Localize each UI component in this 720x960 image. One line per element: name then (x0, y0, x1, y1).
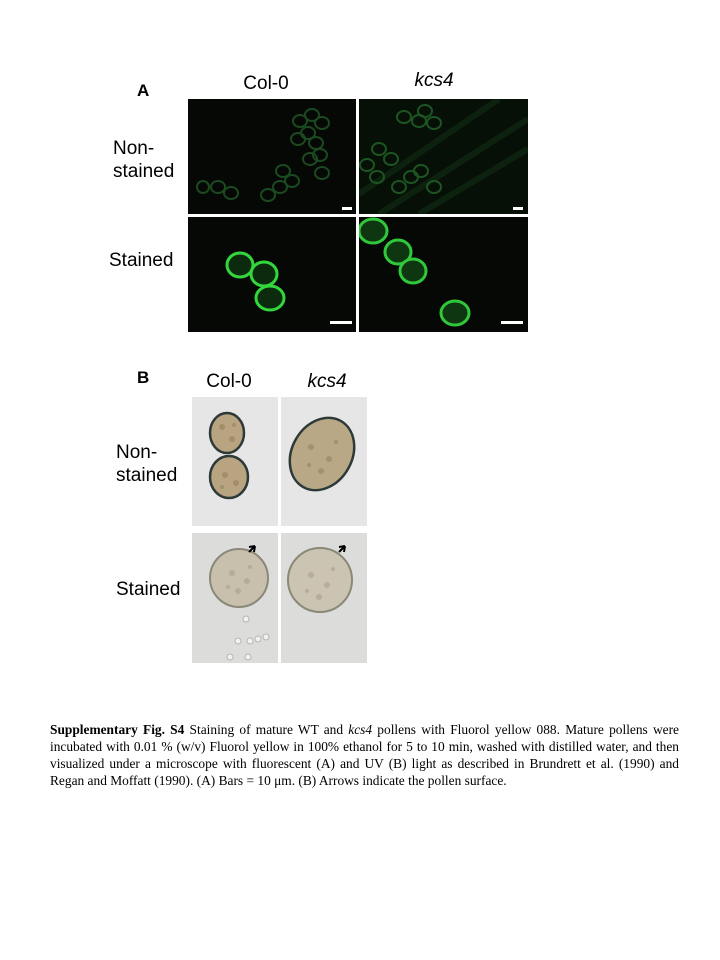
micrograph-a-col0-nonstained (188, 99, 356, 214)
micrograph-a-kcs4-stained (359, 217, 528, 332)
scale-bar (513, 207, 523, 210)
panel-b-col-header-kcs4: kcs4 (307, 371, 347, 392)
caption-label: Supplementary Fig. S4 (50, 722, 185, 737)
arrow-marker (339, 546, 345, 552)
panel-a-row-label-stained: Stained (109, 250, 174, 271)
micrograph-b-kcs4-stained (281, 533, 367, 663)
panel-b-row-label-stained: Stained (116, 579, 181, 600)
panel-a-row-label-nonstained: Non- stained (113, 138, 175, 182)
panel-a-col-header-col0: Col-0 (243, 73, 289, 94)
scale-bar (342, 207, 352, 210)
panel-a-col-header-kcs4: kcs4 (414, 70, 454, 91)
micrograph-a-col0-stained (188, 217, 356, 332)
scale-bar (330, 321, 352, 324)
micrograph-b-col0-nonstained (192, 397, 278, 526)
scale-bar (501, 321, 523, 324)
panel-b-col-header-col0: Col-0 (206, 371, 252, 392)
micrograph-b-col0-stained (192, 533, 278, 663)
panel-a-letter: A (137, 81, 150, 100)
micrograph-a-kcs4-nonstained (359, 99, 528, 214)
figure-caption: Supplementary Fig. S4 Staining of mature WT and kcs4 pollens with Fluorol yellow 088. Mature pollens were incubated with 0.01 % (w/v) Fluorol yellow in 100% ethanol for 5 to 10 min, washed with distilled water, and then visualized under a microscope with fluorescent (A) and UV (B) light as described in Brundrett et al. (1990) and Regan and Moffatt (1990). (A) Bars = 10 μm. (B) Arrows indicate the pollen surface. (50, 722, 679, 788)
caption-gene: kcs4 (348, 722, 373, 737)
micrograph-b-kcs4-nonstained (281, 397, 367, 526)
panel-b-letter: B (137, 368, 150, 387)
panel-b-row-label-nonstained: Non- stained (116, 442, 178, 486)
